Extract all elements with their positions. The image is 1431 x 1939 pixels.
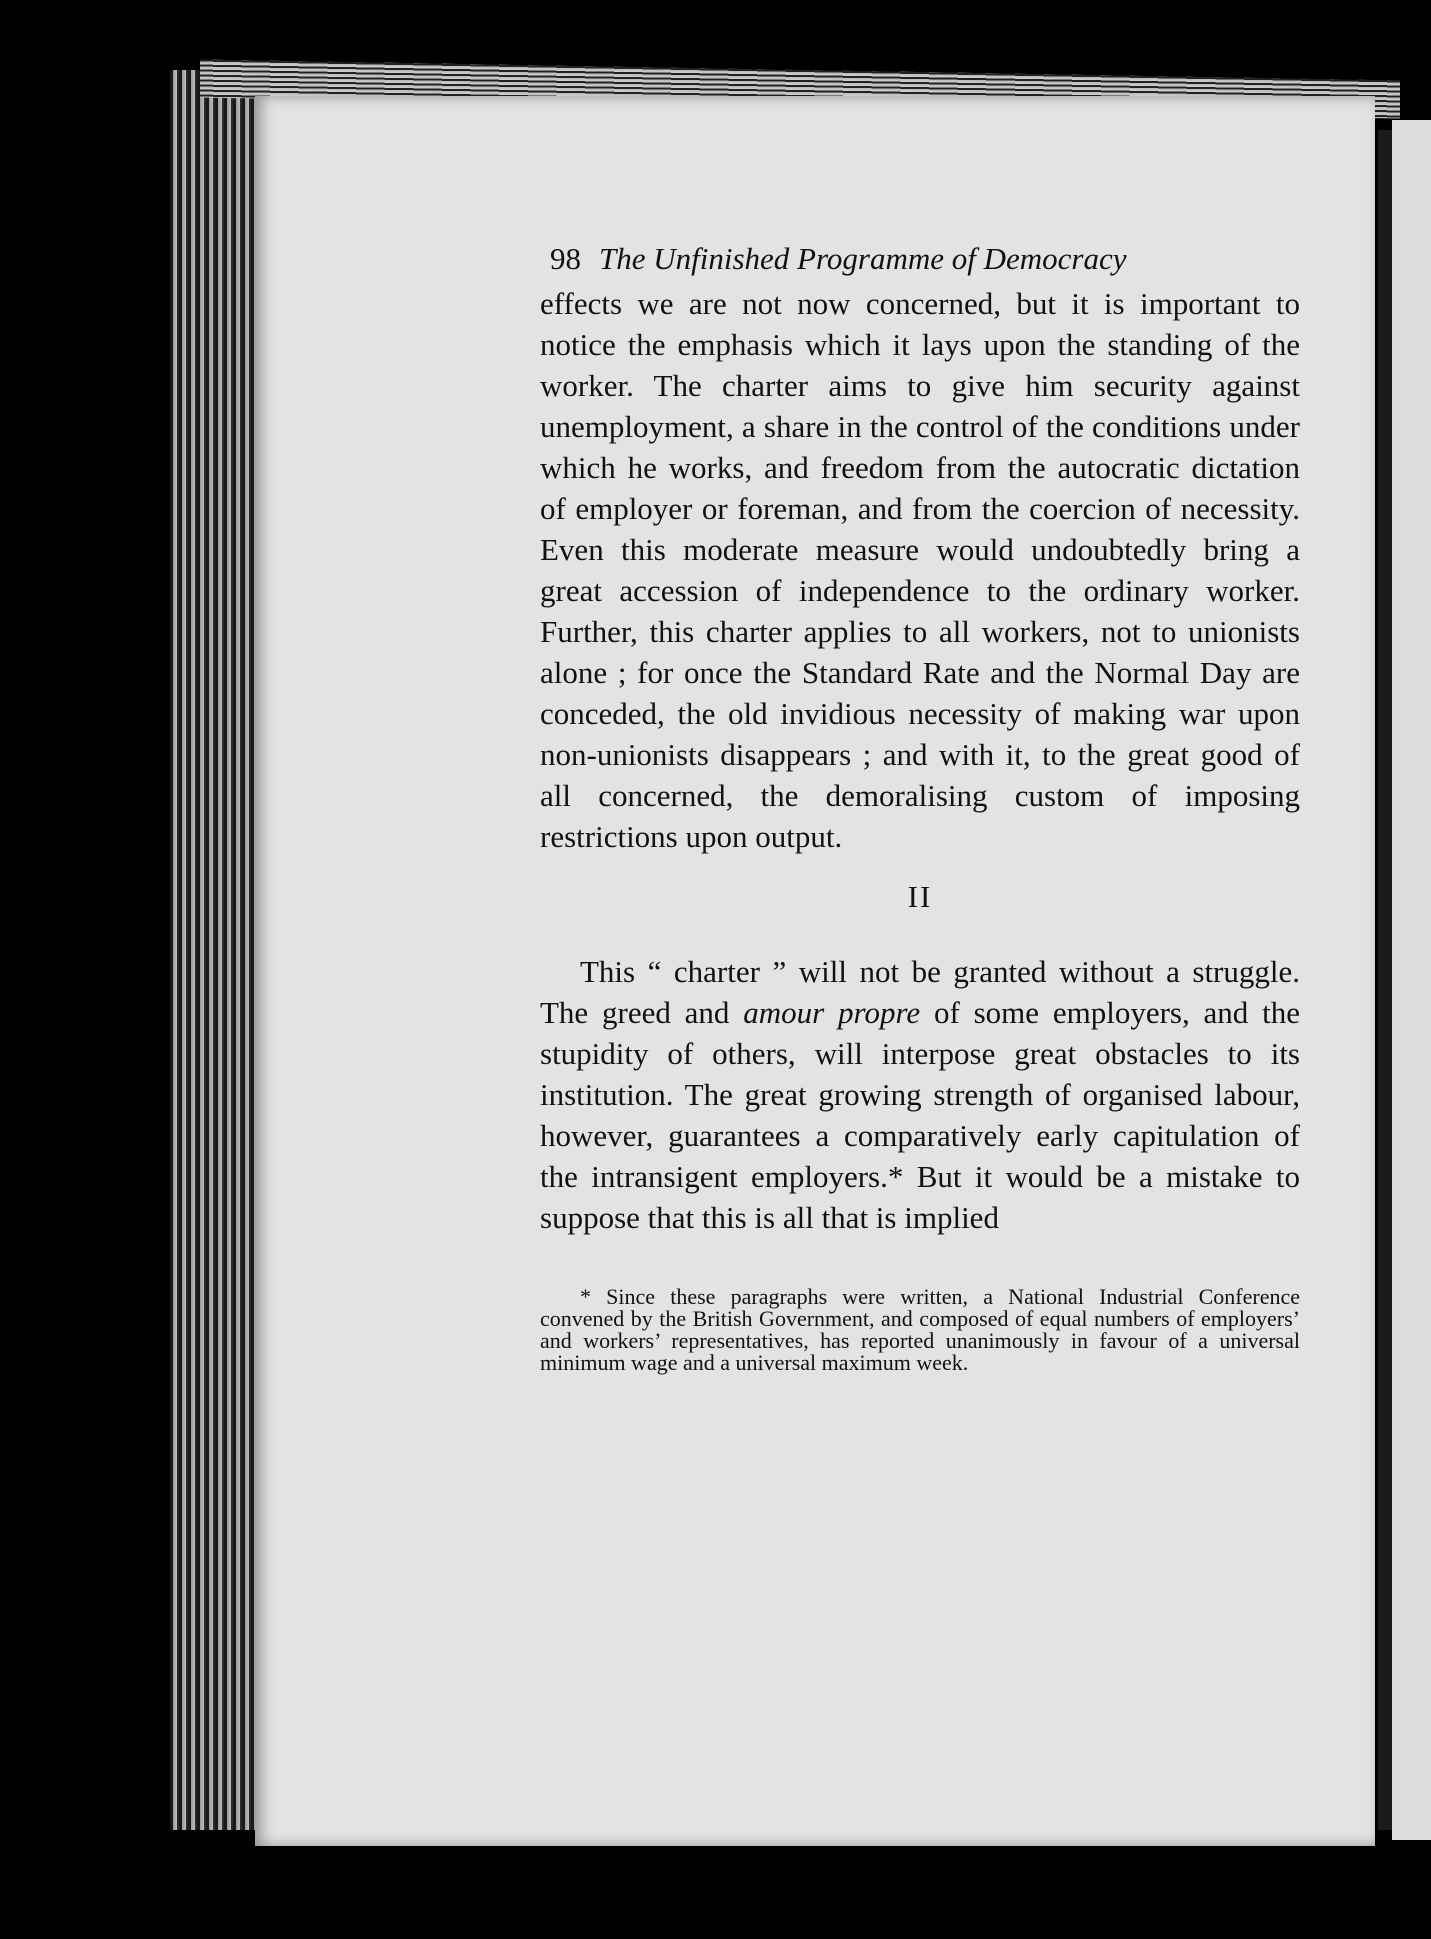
gutter-shadow	[1378, 130, 1392, 1830]
paragraph-2	[540, 951, 1300, 1238]
paragraph-2-italic: amour propre	[743, 995, 921, 1031]
page-number: 98	[550, 241, 581, 276]
page-text	[540, 240, 1300, 1396]
running-head	[550, 240, 1300, 277]
paragraph-1: effects we are not now concerned, but it is important to notice the emphasis which it lays upon the standing of the worker. The charter aims to give him security against unemployment, a share in the control of the conditions under which he works, and freedom from the autocratic dictation of employer or foreman, and from the coercion of necessity. Even this moderate measure would undoubtedly bring a great accession of independence to the ordinary worker. Further, this charter applies to all workers, not to unionists alone ; for once the Standard Rate and the Normal Day are conceded, the old invidious necessity of making war upon non-unionists disappears ; and with it, to the great good of all concerned, the demoralising custom of imposing restrictions upon output.	[540, 286, 1300, 855]
paragraph-2-part-2: of some employers, and the stupidity of others, will interpose great obstacles to its institution. The great growing strength of organised labour, however, guarantees a comparatively early capitulation of the intransigent employers.* But it would be a mistake to suppose that this is all that is implied	[540, 995, 1301, 1236]
footnote: * Since these paragraphs were written, a National Industrial Conference convened by the British Government, and composed of equal numbers of employers’ and workers’ representatives, has reported unanimously in favour of a universal minimum wage and a universal maximum week.	[540, 1284, 1300, 1376]
paragraph-2-part-1: This “ charter ” will not be granted without a struggle. The greed and	[540, 954, 1300, 1031]
facing-page-edge	[1392, 120, 1431, 1840]
section-heading: II	[907, 879, 933, 915]
running-title: The Unfinished Programme of Democracy	[599, 241, 1127, 276]
